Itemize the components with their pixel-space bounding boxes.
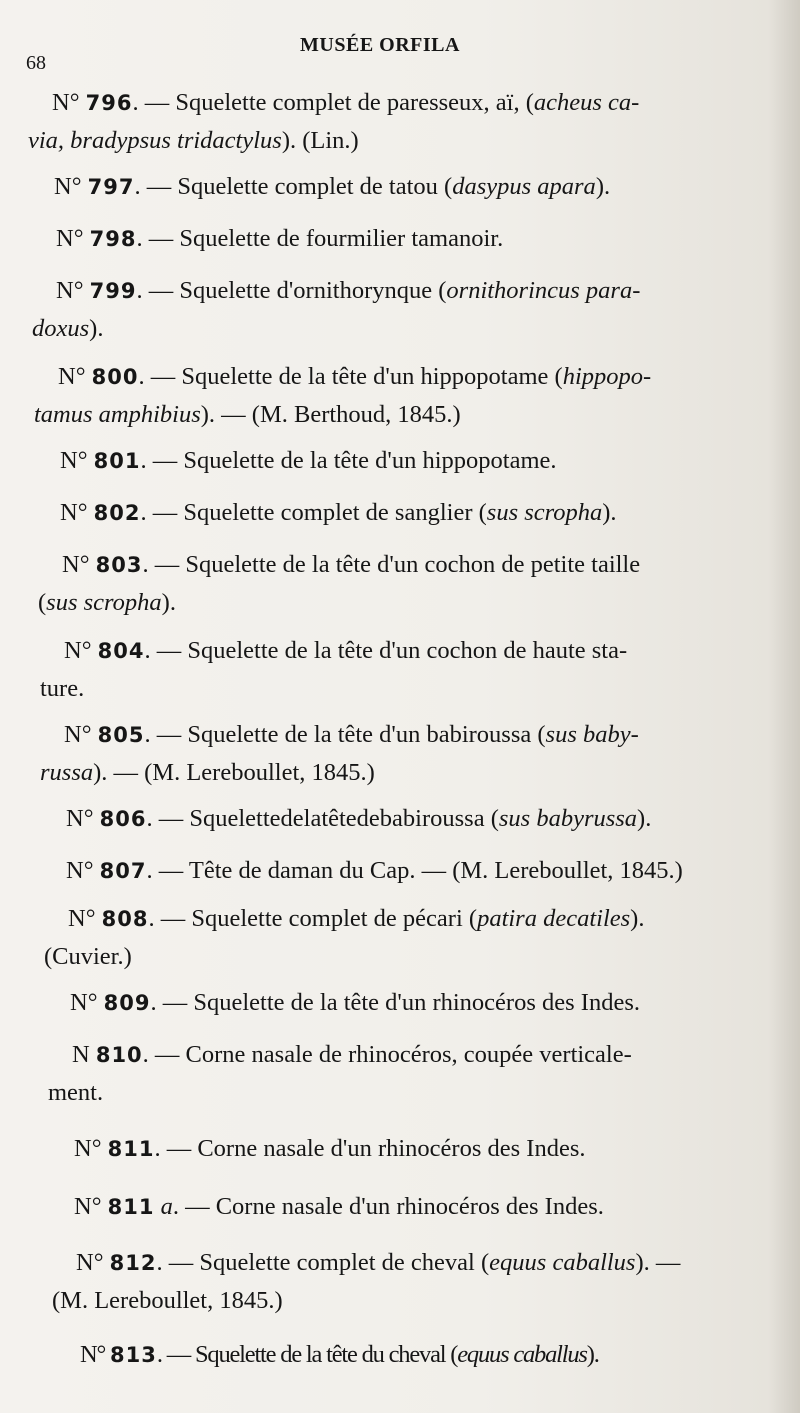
catalog-entry [44,900,784,976]
entry-text-continued: ). (Lin.) [281,127,359,154]
entry-separator: . — [154,1135,192,1162]
catalog-entry [38,546,778,622]
catalog-entry [32,220,772,258]
entry-separator: . — [132,89,170,116]
entry-latin-continued: tamus amphibius [34,401,201,428]
entry-text: Corne nasale de rhinocéros, coupée verticale- [185,1041,632,1068]
entry-prefix: N° [76,1249,104,1276]
entry-number: 802 [93,501,141,525]
entry-separator: . — [138,363,176,390]
entry-text: Squelette complet de sanglier ( [183,499,487,526]
catalog-entry [52,1244,792,1320]
entry-separator: . — [140,499,178,526]
catalog-entry [40,716,780,792]
entry-number: 806 [99,807,147,831]
entry-latin: dasypus apara [452,173,596,200]
entry-text: Corne nasale d'un rhinocéros des Indes. [197,1135,586,1162]
entry-prefix: N° [64,721,92,748]
entry-separator: . — [144,721,182,748]
entry-prefix: N° [58,363,86,390]
entry-text: Squelette complet de paresseux, aï, ( [175,89,534,116]
entry-prefix: N° [60,447,88,474]
entry-latin-continued: via, bradypsus tridactylus [28,127,282,154]
entry-prefix: N° [62,551,90,578]
entry-text: Corne nasale d'un rhinocéros des Indes. [215,1193,604,1220]
entry-number-suffix: a [154,1193,173,1220]
entry-latin: acheus ca- [533,89,640,116]
entry-text-continued: (Cuvier.) [44,943,132,970]
entry-number: 804 [97,639,145,663]
catalog-entry [46,984,786,1022]
entry-separator: . — [146,805,184,832]
entry-separator: . — [148,905,186,932]
entry-separator: . — [136,277,174,304]
entry-number: 799 [89,279,137,303]
entry-text-continued: ). [89,315,104,342]
entry-number: 808 [101,907,149,931]
entry-prefix: N° [80,1341,106,1368]
entry-latin: sus babyrussa [498,805,638,832]
entry-prefix: N [72,1041,90,1068]
entry-latin: patira decatiles [477,905,631,932]
entry-prefix: N° [74,1135,102,1162]
entry-text: Squelette de la tête du cheval ( [194,1341,458,1368]
entry-text: Squelette de la tête d'un cochon de haute sta- [187,637,628,664]
entry-prefix: N° [52,89,80,116]
entry-text-end: ). [637,805,652,832]
running-head: MUSÉE ORFILA [300,34,460,56]
entry-number: 800 [91,365,139,389]
entry-prefix: N° [66,857,94,884]
entry-prefix: N° [54,173,82,200]
entry-number: 811 [107,1195,155,1219]
catalog-entry [48,1036,788,1112]
entry-text-end: ). [586,1341,599,1368]
entry-latin: hippopo- [562,363,652,390]
catalog-entry [50,1188,790,1226]
catalog-entry [40,632,780,708]
catalog-entry [50,1130,790,1168]
catalog-entry [32,272,772,348]
entry-text-continued: ture. [40,675,85,702]
entry-number: 801 [93,449,141,473]
entry-text-continued: ). — (M. Lereboullet, 1845.) [93,759,375,786]
entry-text: Squelette complet de cheval ( [199,1249,490,1276]
entry-separator: . — [156,1341,191,1368]
entry-prefix: N° [60,499,88,526]
entry-prefix: N° [64,637,92,664]
entry-text-end: ). [595,173,611,200]
entry-text: Squelette de la tête d'un hippopotame ( [181,363,563,390]
page-number: 68 [26,52,46,74]
entry-prefix: N° [66,805,94,832]
entry-latin-continued: sus scropha [46,589,162,616]
entry-number: 810 [95,1043,143,1067]
entry-latin: equus caballus [489,1249,636,1276]
entry-number: 796 [85,91,133,115]
entry-text: Squelette complet de pécari ( [191,905,478,932]
entry-prefix: N° [68,905,96,932]
catalog-entry [42,800,782,838]
entry-prefix: N° [74,1193,102,1220]
entry-text-end: ). [630,905,645,932]
entry-separator: . — [142,1041,180,1068]
entry-text-continued: (M. Lereboullet, 1845.) [52,1287,283,1314]
entry-text-end: ). — [635,1249,681,1276]
entry-text: Squelette complet de tatou ( [177,173,453,200]
entry-text: Squelette de la tête d'un hippopotame. [183,447,557,474]
entry-text: Squelette de la tête d'un babiroussa ( [187,721,546,748]
entry-separator: . — [134,173,172,200]
entry-separator: . — [140,447,178,474]
entry-number: 797 [87,175,135,199]
catalog-entry [42,852,782,890]
entry-number: 798 [89,227,137,251]
catalog-entry [36,442,776,480]
entry-text: Squelette de la tête d'un cochon de petite taille [185,551,641,578]
entry-number: 807 [99,859,147,883]
entry-number: 811 [107,1137,155,1161]
catalog-entry [34,358,774,434]
entry-latin: ornithorincus para- [446,277,641,304]
entry-number: 813 [110,1343,157,1367]
entry-text-continued: ment. [48,1079,104,1106]
catalog-entry [36,494,776,532]
entry-separator: . — [150,989,188,1016]
catalog-entry [56,1336,796,1374]
entry-number: 809 [103,991,151,1015]
entry-text: Squelettedelatêtedebabiroussa ( [189,805,499,832]
entry-latin: sus baby- [545,721,639,748]
entry-text: Squelette de fourmilier tamanoir. [179,225,504,252]
entry-latin: sus scropha [486,499,603,526]
entry-prefix: N° [56,225,84,252]
entry-text-continued: ). [161,589,176,616]
entry-separator: . — [146,857,184,884]
entry-number: 805 [97,723,145,747]
entry-separator: . — [144,637,182,664]
catalog-entry [30,168,770,206]
entry-number: 812 [109,1251,157,1275]
entry-number: 803 [95,553,143,577]
entry-text-end: ). [602,499,617,526]
entry-separator: . — [142,551,180,578]
entry-prefix: N° [56,277,84,304]
entry-text: Tête de daman du Cap. — (M. Lereboullet, 1845.) [188,857,683,884]
entry-separator: . — [172,1193,210,1220]
catalog-entry [28,84,768,160]
entry-separator: . — [156,1249,194,1276]
entry-text-continued: ). — (M. Berthoud, 1845.) [200,401,461,428]
entry-latin-continued: doxus [32,315,90,342]
entry-text: Squelette de la tête d'un rhinocéros des Indes. [193,989,640,1016]
entry-text-open: ( [38,589,47,616]
entry-text: Squelette d'ornithorynque ( [179,277,447,304]
entry-prefix: N° [70,989,98,1016]
entry-latin: equus caballus [457,1341,587,1368]
entry-latin-continued: russa [40,759,94,786]
entry-separator: . — [136,225,174,252]
